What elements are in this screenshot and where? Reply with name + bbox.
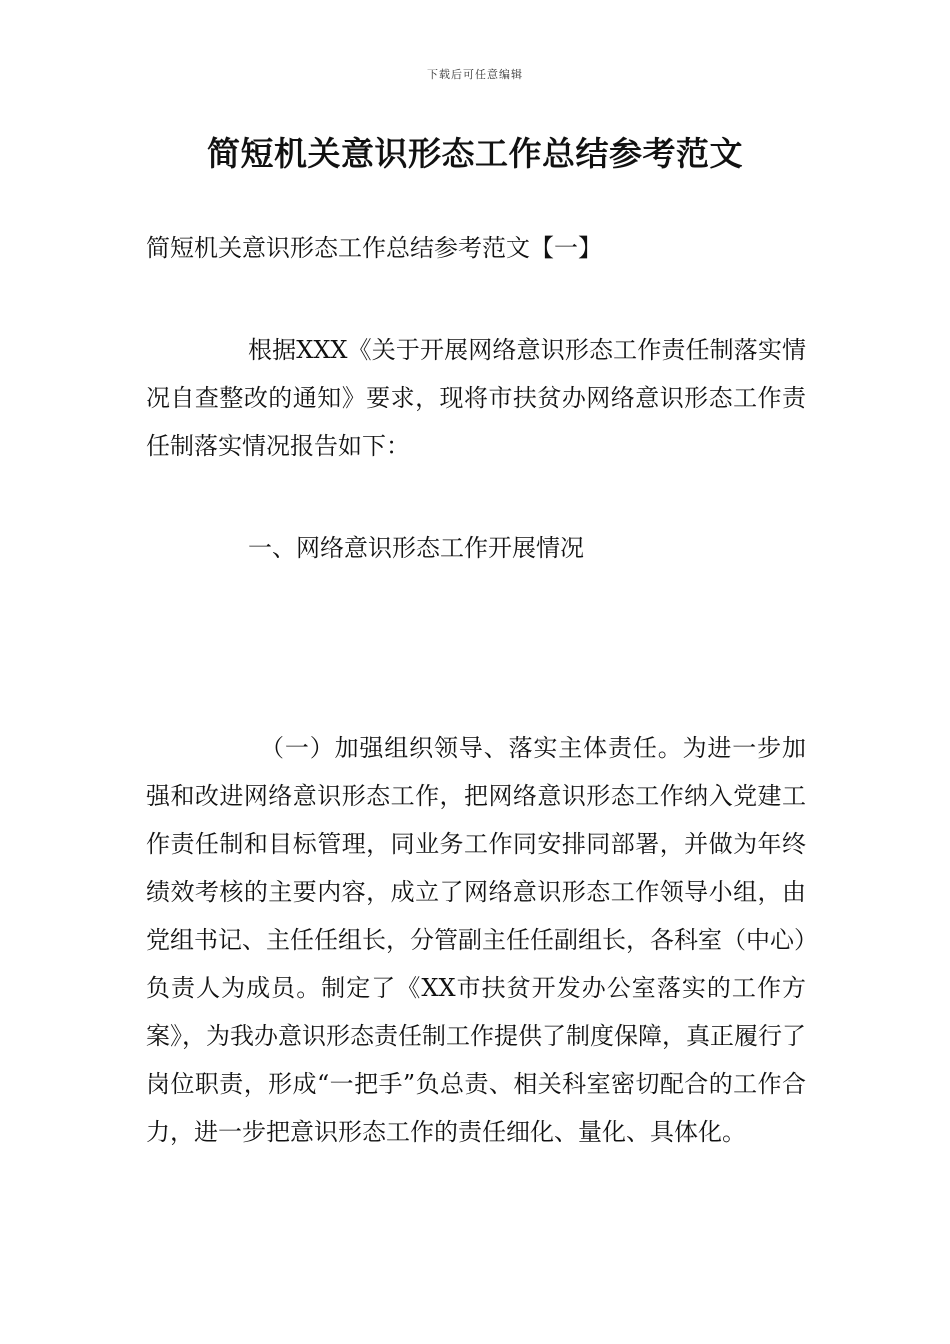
header-note: 下载后可任意编辑 — [427, 68, 523, 81]
intro-paragraph: 根据XXX《关于开展网络意识形态工作责任制落实情况自查整改的通知》要求，现将市扶贫办网络意识形态工作责任制落实情况报告如下： — [146, 336, 806, 460]
section-heading: 一、网络意识形态工作开展情况 — [248, 534, 584, 562]
body-paragraph: （一）加强组织领导、落实主体责任。为进一步加强和改进网络意识形态工作，把网络意识形态工作纳入党建工作责任制和目标管理，同业务工作同安排同部署，并做为年终绩效考核的主要内容，成立了网络意识形态工作领导小组，由党组书记、主任任组长，分管副主任任副组长，各科室（中心）负责人为成员。制定了《XX市扶贫开发办公室落实的工作方案》，为我办意识形态责任制工作提供了制度保障，真正履行了岗位职责，形成“一把手”负总责、相关科室密切配合的工作合力，进一步把意识形态工作的责任细化、量化、具体化。 — [146, 734, 806, 1146]
section-subtitle: 简短机关意识形态工作总结参考范文【一】 — [146, 234, 602, 262]
document-title: 简短机关意识形态工作总结参考范文 — [207, 134, 743, 173]
